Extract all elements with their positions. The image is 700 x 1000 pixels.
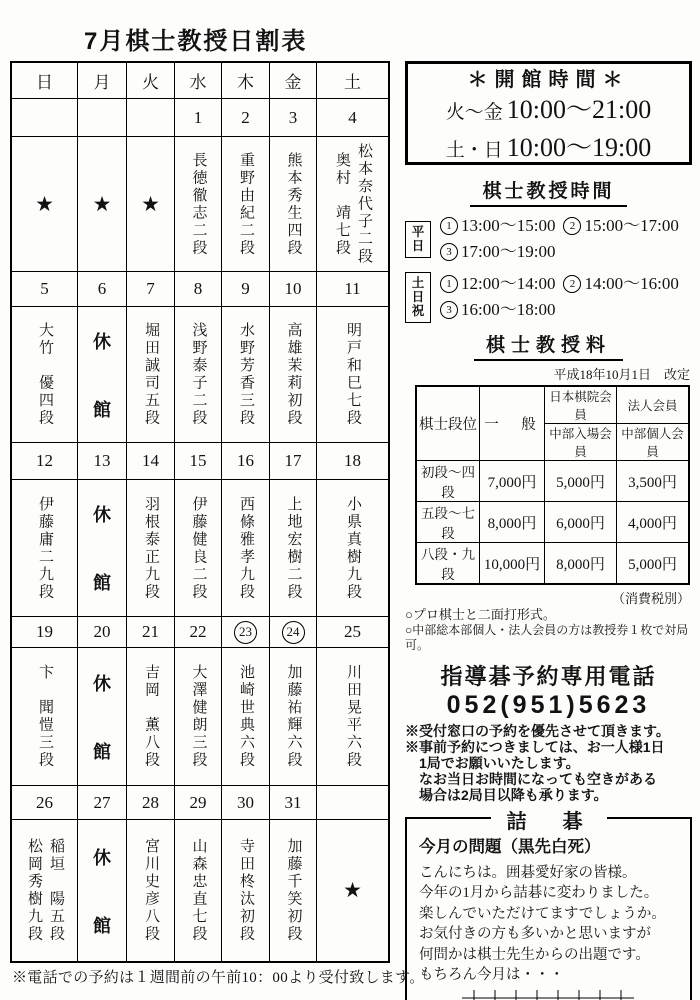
date-cell <box>317 786 388 820</box>
instructor-cell <box>270 480 317 617</box>
day-header-cell: 火 <box>127 63 175 99</box>
slot-number: 1 <box>440 275 458 293</box>
instructor-names <box>270 307 316 442</box>
slot-number: 1 <box>440 217 458 235</box>
tsumego-text-line: こんにちは。囲碁愛好家の皆様。 <box>419 864 637 881</box>
star-cell: ★ <box>343 878 362 902</box>
instructor-names <box>12 820 77 961</box>
opening-hours-time: 10:00～21:00 <box>506 95 652 124</box>
teaching-hours-title: 棋士教授時間 <box>470 176 626 207</box>
instructor-name: 松本奈代子二段 <box>356 142 372 266</box>
time-slot-line <box>440 271 687 297</box>
fee-row <box>416 543 689 585</box>
instructor-cell <box>12 480 78 617</box>
instructor-cell <box>222 648 270 786</box>
tsumego-text <box>419 863 678 986</box>
instructor-names <box>270 480 316 616</box>
date-cell: 28 <box>127 786 175 820</box>
date-cell: 8 <box>175 272 222 307</box>
instructor-cell <box>270 820 317 961</box>
instructor-cell <box>12 307 78 443</box>
instructor-cell <box>12 820 78 961</box>
instructor-name: 伊藤庸二九段 <box>37 495 53 601</box>
fee-corporate-cell: 5,000円 <box>617 543 690 585</box>
date-cell: 19 <box>12 617 78 648</box>
opening-hours-time: 10:00～19:00 <box>506 133 652 162</box>
go-board <box>458 988 640 1000</box>
fee-member-header-top: 日本棋院会員 <box>545 386 617 424</box>
closed-label-char: 館 <box>93 573 111 593</box>
instructor-cell <box>127 648 175 786</box>
date-cell: 22 <box>175 617 222 648</box>
instructor-name: 水野芳香三段 <box>238 322 254 427</box>
slot-time: 13:00～15:00 <box>461 216 556 235</box>
tsumego-text-line: お気付きの方も多いかと思いますが <box>419 926 651 942</box>
instructor-name: 熊本秀生四段 <box>285 151 302 257</box>
instructor-names <box>270 820 316 961</box>
fee-member-cell: 8,000円 <box>545 543 617 585</box>
time-slot-lines <box>440 213 687 265</box>
date-cell: 20 <box>78 617 127 648</box>
fees-title: 棋士教授料 <box>474 330 623 361</box>
slot-time: 15:00～17:00 <box>584 216 679 235</box>
tsumego-text-line: 楽しんでいただけてますでしょうか。 <box>419 905 666 922</box>
closed-label-char: 館 <box>93 399 111 420</box>
closed-label-char: 休 <box>93 505 111 525</box>
teaching-hours-group <box>405 213 692 265</box>
slot-time: 12:00～14:00 <box>461 274 556 293</box>
instructor-cell <box>175 820 222 961</box>
fee-general-cell: 10,000円 <box>480 543 545 585</box>
instructor-name: 上地宏樹二段 <box>285 495 302 601</box>
schedule-label-char: 日 <box>411 289 425 304</box>
date-cell <box>127 99 175 137</box>
instructor-names <box>270 137 316 271</box>
closed-cell <box>78 820 127 961</box>
instructor-names <box>317 480 388 616</box>
instructor-cell <box>270 307 317 443</box>
tsumego-text-line: 今年の1月から詰碁に変わりました。 <box>419 885 659 901</box>
instructor-name: 山森忠直七段 <box>190 838 207 943</box>
closed-label-char: 休 <box>93 331 111 352</box>
slot-time: 16:00～18:00 <box>461 300 556 319</box>
instructor-cell <box>12 648 78 786</box>
teaching-hours-group <box>405 271 692 323</box>
fee-corporate-cell: 4,000円 <box>617 502 690 543</box>
fees-revision-note: 平成18年10月1日 改定 <box>553 367 690 382</box>
schedule-label-char: 日 <box>411 238 425 253</box>
fee-corporate-header-bottom: 中部個人会員 <box>617 424 690 461</box>
instructor-cell <box>222 307 270 443</box>
fee-rank-header: 棋士段位 <box>416 386 480 461</box>
instructor-names <box>317 648 388 785</box>
instructor-name: 寺田柊汰初段 <box>238 838 254 943</box>
instructor-names <box>175 480 221 616</box>
instructor-name: 西條雅孝九段 <box>238 495 254 601</box>
star-cell: ★ <box>12 137 78 272</box>
instructor-names <box>222 137 269 271</box>
instructor-names <box>270 648 316 785</box>
instructor-name: 大竹 優四段 <box>37 322 53 427</box>
instructor-cell <box>317 137 388 272</box>
day-header-cell: 土 <box>317 63 388 99</box>
closed-label-char: 館 <box>93 741 111 762</box>
fees-table <box>415 385 690 585</box>
date-cell: 31 <box>270 786 317 820</box>
opening-hours-line <box>408 93 689 131</box>
tsumego-subtitle: 今月の問題（黒先白死） <box>419 837 601 856</box>
instructor-name: 卞 聞愷三段 <box>37 664 53 769</box>
instructor-names <box>175 648 221 785</box>
schedule-label-char: 祝 <box>411 303 425 318</box>
instructor-names <box>222 480 269 616</box>
fee-note: ○プロ棋士と二面打形式。 <box>405 607 556 622</box>
fee-member-cell: 5,000円 <box>545 461 617 502</box>
date-cell: 11 <box>317 272 388 307</box>
instructor-cell <box>222 820 270 961</box>
day-header-cell: 水 <box>175 63 222 99</box>
instructor-names <box>317 137 388 271</box>
fee-corporate-header-top: 法人会員 <box>617 386 690 424</box>
opening-hours-box <box>405 61 692 165</box>
slot-number: 2 <box>563 275 581 293</box>
day-header-cell: 木 <box>222 63 270 99</box>
instructor-name: 加藤千笑初段 <box>285 838 302 943</box>
instructor-names <box>127 480 174 616</box>
reservation-note: 場合は2局目以降も承ります。 <box>419 786 608 803</box>
instructor-cell <box>127 480 175 617</box>
date-cell: 21 <box>127 617 175 648</box>
fee-rank-cell: 五段～七段 <box>416 502 480 543</box>
date-cell: 7 <box>127 272 175 307</box>
instructor-names <box>222 307 269 442</box>
instructor-name: 羽根泰正九段 <box>143 495 159 601</box>
slot-number: 2 <box>563 217 581 235</box>
closed-cell <box>78 648 127 786</box>
instructor-cell <box>175 307 222 443</box>
fee-row <box>416 502 689 543</box>
slot-time: 14:00～16:00 <box>584 274 679 293</box>
instructor-name: 奥村 靖七段 <box>334 151 350 257</box>
reservation-note: 1局でお願いいたします。 <box>419 754 580 771</box>
instructor-cell <box>127 307 175 443</box>
date-cell: 17 <box>270 443 317 480</box>
closed-label-char: 休 <box>93 673 111 694</box>
fee-general-header: 一 般 <box>480 386 545 461</box>
phone-footnote: ※電話での予約は１週間前の午前10：00より受付致します。 <box>12 970 425 986</box>
right-column <box>405 61 692 1000</box>
calendar-table <box>10 61 390 963</box>
go-board-wrap <box>419 988 678 1000</box>
instructor-cell <box>175 137 222 272</box>
tax-note: （消費税別） <box>611 591 690 606</box>
instructor-name: 明戸和巳七段 <box>345 322 361 427</box>
date-cell: 25 <box>317 617 388 648</box>
instructor-name: 稲垣 陽五段 <box>48 838 64 943</box>
instructor-name: 伊藤健良二段 <box>190 495 207 601</box>
teaching-hours-groups <box>405 213 692 323</box>
instructor-cell <box>270 648 317 786</box>
schedule-label-box <box>405 221 431 258</box>
closed-cell <box>78 307 127 443</box>
date-cell: 26 <box>12 786 78 820</box>
tsumego-text-line: もちろん今月は・・・ <box>419 967 564 983</box>
instructor-names <box>175 137 221 271</box>
reservation-note: ※事前予約につきましては、お一人様1日 <box>405 738 665 755</box>
opening-hours-line <box>408 131 689 169</box>
fee-row <box>416 461 689 502</box>
instructor-name: 吉岡 薫八段 <box>143 664 159 769</box>
time-slot-lines <box>440 271 687 323</box>
fee-general-cell: 7,000円 <box>480 461 545 502</box>
closed-cell <box>78 480 127 617</box>
tsumego-box <box>405 810 692 1000</box>
date-cell: 27 <box>78 786 127 820</box>
instructor-cell <box>175 648 222 786</box>
date-cell: 12 <box>12 443 78 480</box>
day-header-cell: 金 <box>270 63 317 99</box>
schedule-label-box <box>405 272 431 323</box>
fee-corporate-cell: 3,500円 <box>617 461 690 502</box>
instructor-cell <box>317 648 388 786</box>
star-cell: ★ <box>127 137 175 272</box>
fee-rank-cell: 初段～四段 <box>416 461 480 502</box>
fee-member-header-bottom: 中部入場会員 <box>545 424 617 461</box>
instructor-name: 堀田誠司五段 <box>143 322 159 427</box>
date-cell: 9 <box>222 272 270 307</box>
date-cell: 30 <box>222 786 270 820</box>
circled-date: 24 <box>282 621 305 644</box>
instructor-names <box>175 307 221 442</box>
fee-note: ○中部総本部個人・法人会員の方は教授券１枚で対局可。 <box>405 622 689 652</box>
circled-date: 23 <box>234 621 257 644</box>
instructor-name: 小県真樹九段 <box>345 495 361 601</box>
instructor-name: 加藤祐輝六段 <box>285 664 302 769</box>
date-cell: 4 <box>317 99 388 137</box>
date-cell: 2 <box>222 99 270 137</box>
schedule-label-char: 平 <box>411 224 425 239</box>
reservation-notes <box>405 723 692 803</box>
instructor-names <box>127 648 174 785</box>
reservation-note: ※受付窓口の予約を優先させて頂きます。 <box>405 722 670 739</box>
schedule-label-char: 土 <box>411 275 425 290</box>
phone-number: 052(951)5623 <box>446 690 651 719</box>
date-cell: 16 <box>222 443 270 480</box>
date-cell <box>78 99 127 137</box>
opening-hours-days: 火～金 <box>445 102 503 123</box>
phone-title: 指導碁予約専用電話 <box>440 663 657 689</box>
instructor-cell <box>317 480 388 617</box>
date-cell: 10 <box>270 272 317 307</box>
instructor-name: 宮川史彦八段 <box>143 838 159 943</box>
date-cell <box>12 99 78 137</box>
instructor-cell <box>222 137 270 272</box>
instructor-names <box>12 307 77 442</box>
closed-label-char: 休 <box>93 847 111 868</box>
time-slot-line <box>440 213 687 239</box>
date-cell: 5 <box>12 272 78 307</box>
date-cell: 13 <box>78 443 127 480</box>
instructor-name: 池崎世典六段 <box>238 664 254 769</box>
day-header-cell: 月 <box>78 63 127 99</box>
instructor-names <box>127 820 174 961</box>
time-slot-line <box>440 239 687 265</box>
instructor-name: 高雄茉莉初段 <box>285 322 302 427</box>
instructor-cell <box>317 307 388 443</box>
instructor-name: 重野由紀二段 <box>238 151 254 257</box>
instructor-names <box>12 480 77 616</box>
instructor-name: 大澤健朗三段 <box>190 664 207 769</box>
instructor-name: 浅野泰子二段 <box>190 322 207 427</box>
instructor-name: 松岡秀樹九段 <box>26 838 42 943</box>
instructor-names <box>12 648 77 785</box>
tsumego-title: 詰 碁 <box>491 805 607 834</box>
date-cell: 29 <box>175 786 222 820</box>
instructor-names <box>222 648 269 785</box>
instructor-cell <box>222 480 270 617</box>
slot-time: 17:00～19:00 <box>461 242 556 261</box>
reservation-note: なお当日お時間になっても空きがある <box>419 770 657 787</box>
instructor-names <box>175 820 221 961</box>
day-header-cell: 日 <box>12 63 78 99</box>
date-cell: 6 <box>78 272 127 307</box>
instructor-names <box>127 307 174 442</box>
tsumego-text-line: 何問かは棋士先生からの出題です。 <box>419 946 650 963</box>
date-cell: 3 <box>270 99 317 137</box>
opening-hours-days: 土・日 <box>445 140 503 161</box>
date-cell <box>270 617 317 648</box>
slot-number: 3 <box>440 301 458 319</box>
page-title: 7月棋士教授日割表 <box>84 28 308 55</box>
instructor-cell <box>270 137 317 272</box>
closed-label-char: 館 <box>93 915 111 936</box>
fee-general-cell: 8,000円 <box>480 502 545 543</box>
fee-member-cell: 6,000円 <box>545 502 617 543</box>
instructor-names <box>222 820 269 961</box>
opening-hours-title: ＊開館時間＊ <box>467 69 630 91</box>
date-cell: 15 <box>175 443 222 480</box>
date-cell: 14 <box>127 443 175 480</box>
date-cell: 18 <box>317 443 388 480</box>
date-cell <box>222 617 270 648</box>
instructor-name: 川田晃平六段 <box>345 664 361 769</box>
fee-rank-cell: 八段・九段 <box>416 543 480 585</box>
instructor-name: 長徳徹志二段 <box>190 151 207 257</box>
instructor-cell <box>175 480 222 617</box>
star-cell: ★ <box>78 137 127 272</box>
instructor-cell <box>127 820 175 961</box>
instructor-names <box>317 307 388 442</box>
time-slot-line <box>440 297 687 323</box>
slot-number: 3 <box>440 243 458 261</box>
date-cell: 1 <box>175 99 222 137</box>
